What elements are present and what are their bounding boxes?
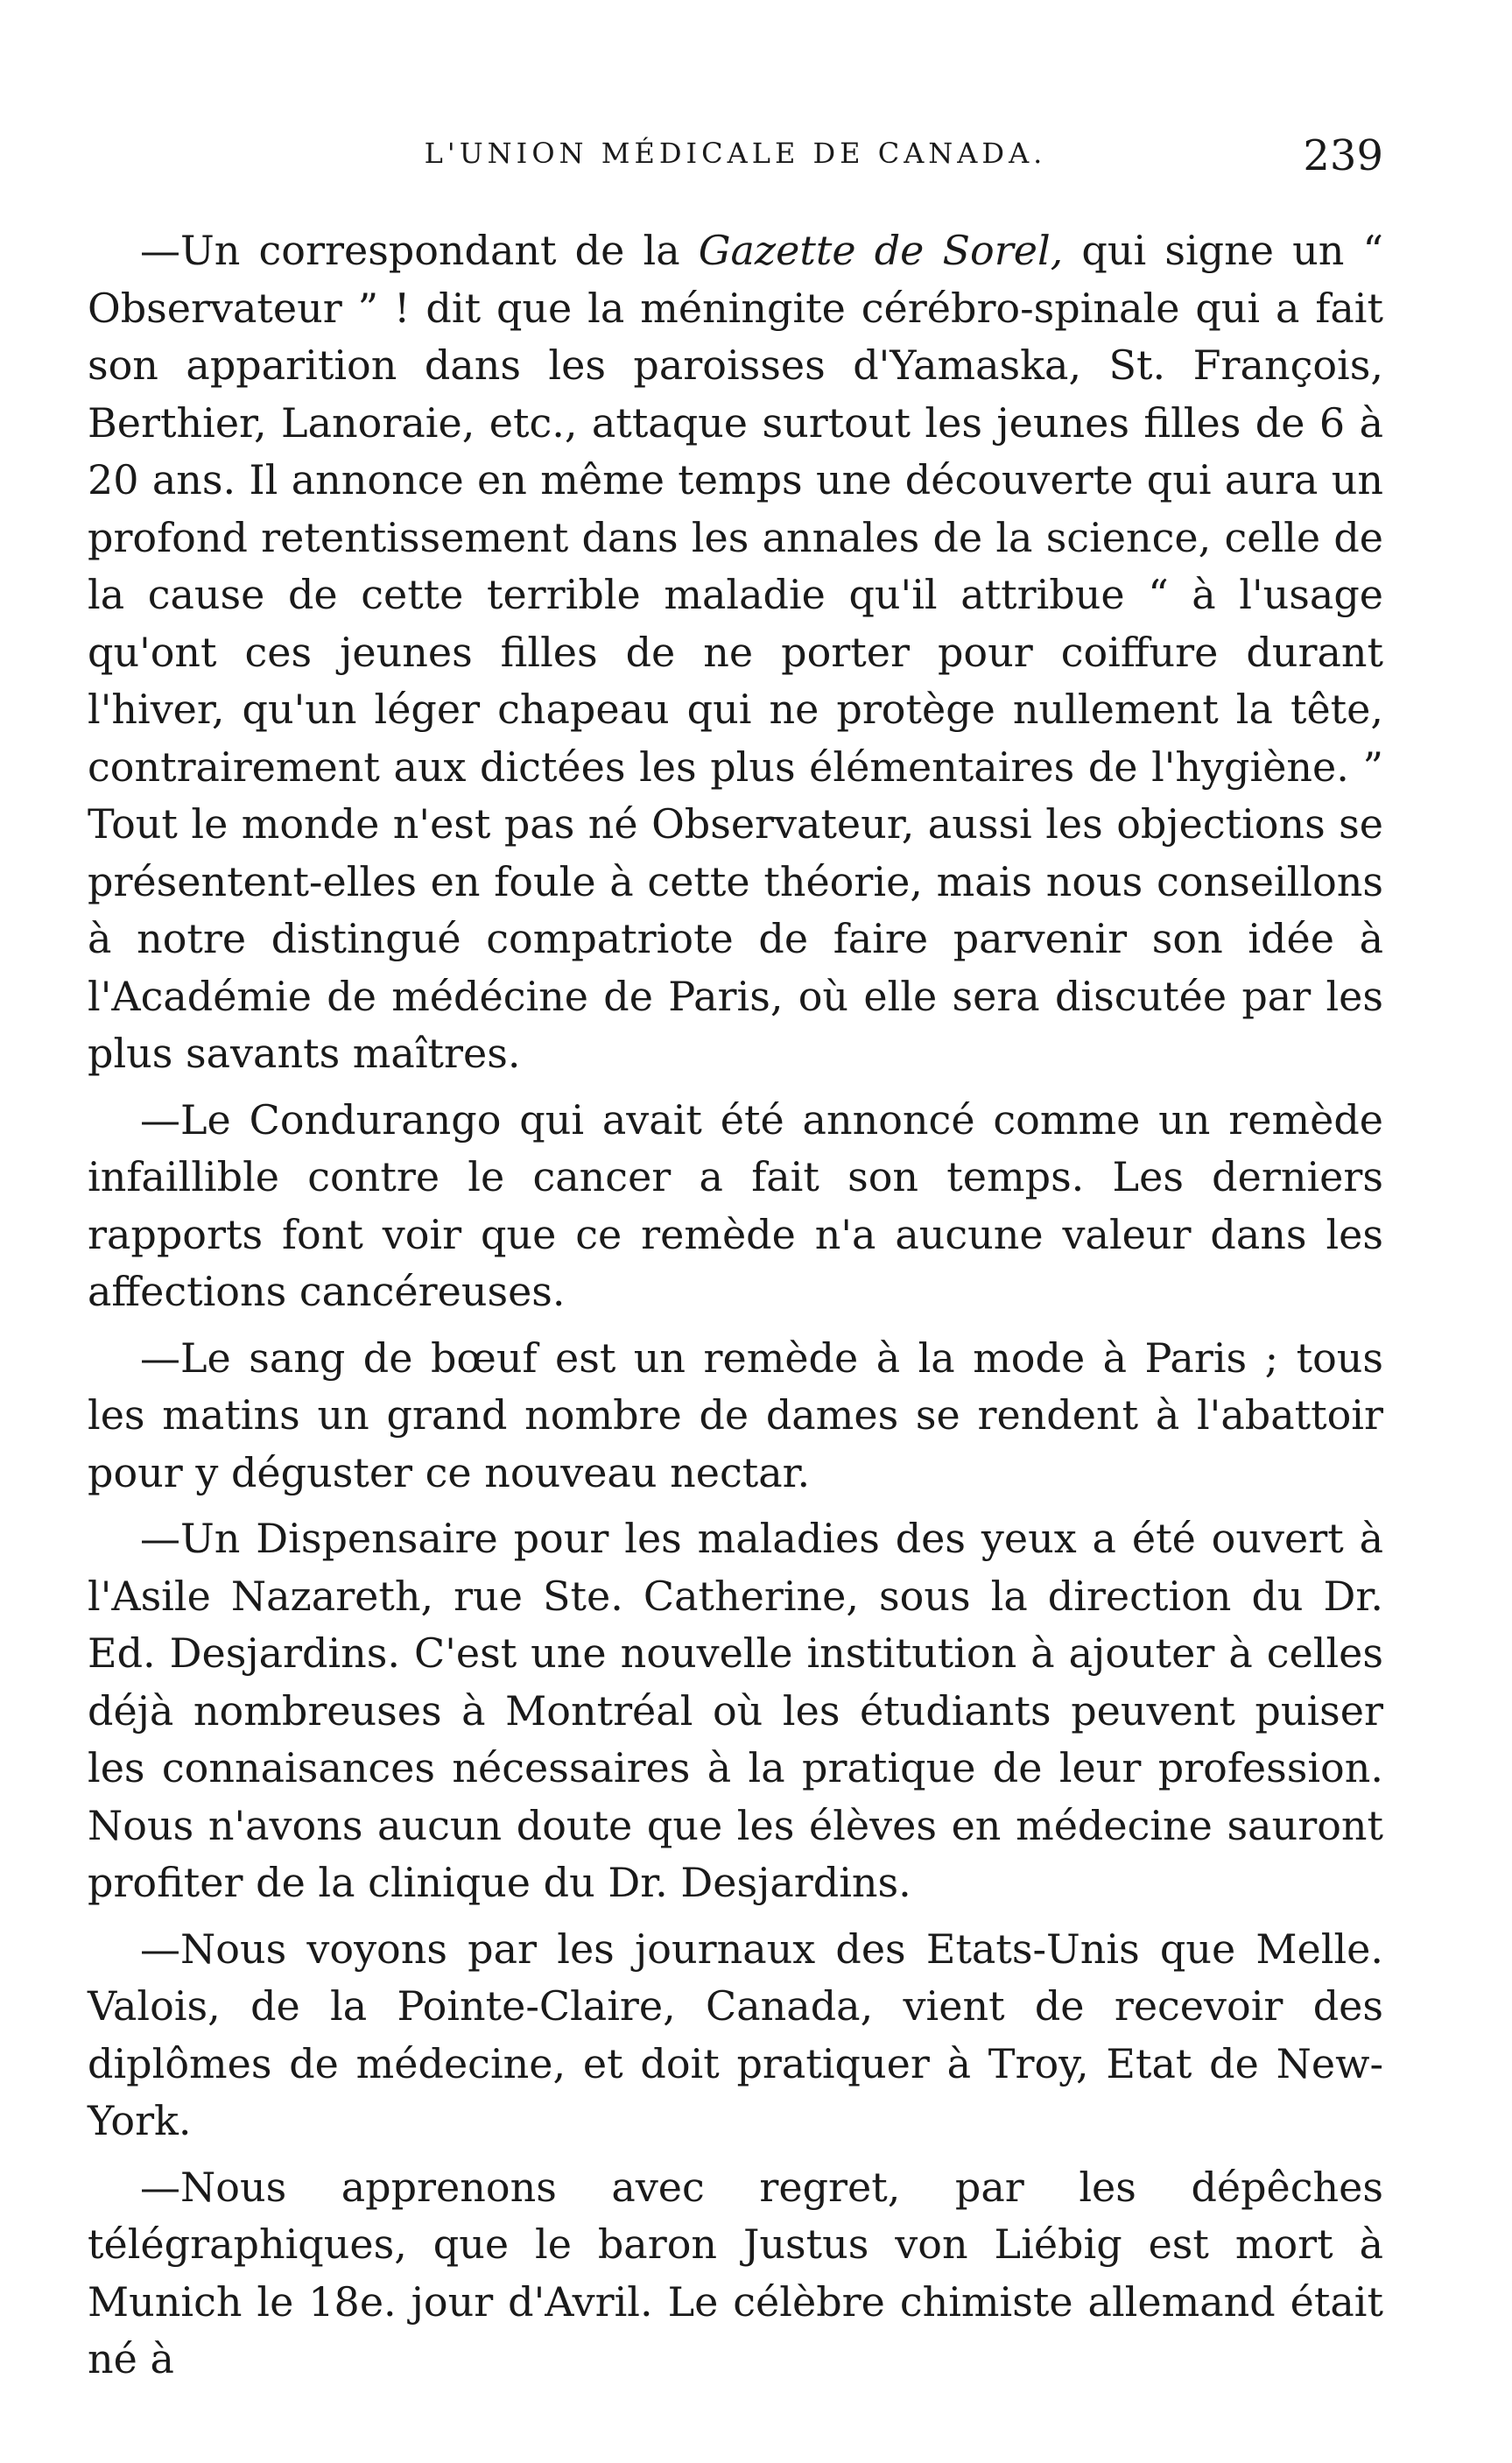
running-header (88, 131, 1383, 193)
paragraph-meningite (88, 222, 1383, 1083)
paragraph-body: qui signe un “ Observateur ” ! dit que la méningite cérébro-spinale qui a fait son apparition dans les paroisses d'Yamaska, St. François, Berthier, Lanoraie, etc., attaque surtout les jeunes filles de 6 à 20 ans. Il annonce en même temps une découverte qui aura un profond retentissement dans les annales de la science, celle de la cause de cette terrible maladie qu'il attribue “ à l'usage qu'ont ces jeunes filles de ne porter pour coiffure durant l'hiver, qu'un léger chapeau qui ne protège nullement la tête, contrairement aux dictées les plus élémentaires de l'hygiène. ” Tout le monde n'est pas né Observateur, aussi les objections se présentent-elles en foule à cette théorie, mais nous conseillons à notre distingué compatriote de faire parvenir son idée à l'Académie de médécine de Paris, où elle sera discutée par les plus savants maîtres. (88, 227, 1384, 1077)
paragraph-melle-valois: —Nous voyons par les journaux des Etats-Unis que Melle. Valois, de la Pointe-Claire, Canada, vient de recevoir des diplômes de médecine, et doit pratiquer à Troy, Etat de New-York. (88, 1925, 1383, 2144)
paragraph-lead: —Un correspondant de la (140, 227, 699, 274)
paragraph-dispensaire: —Un Dispensaire pour les maladies des yeux a été ouvert à l'Asile Nazareth, rue Ste. Catherine, sous la direction du Dr. Ed. Desjardins. C'est une nouvelle institution à ajouter à celles déjà nombreuses à Montréal où les étudiants peuvent puiser les connaisances nécessaires à la pratique de leur profession. Nous n'avons aucun doute que les élèves en médecine sauront profiter de la clinique du Dr. Desjardins. (88, 1515, 1383, 1906)
journal-title: L'UNION MÉDICALE DE CANADA. (424, 137, 1047, 170)
paragraph-sang-de-boeuf: —Le sang de bœuf est un remède à la mode à Paris ; tous les matins un grand nombre de dames se rendent à l'abattoir pour y déguster ce nouveau nectar. (88, 1334, 1383, 1496)
paragraph-liebig: —Nous apprenons avec regret, par les dépêches télégraphiques, que le baron Justus von Liébig est mort à Munich le 18e. jour d'Avril. Le célèbre chimiste allemand était né à (88, 2163, 1383, 2382)
document-page (88, 131, 1383, 2397)
newspaper-title: Gazette de Sorel, (698, 227, 1064, 274)
paragraph-condurango: —Le Condurango qui avait été annoncé comme un remède infaillible contre le cancer a fait son temps. Les derniers rapports font voir que ce remède n'a aucune valeur dans les affections cancéreuses. (88, 1095, 1383, 1315)
page-number: 239 (1303, 131, 1383, 180)
